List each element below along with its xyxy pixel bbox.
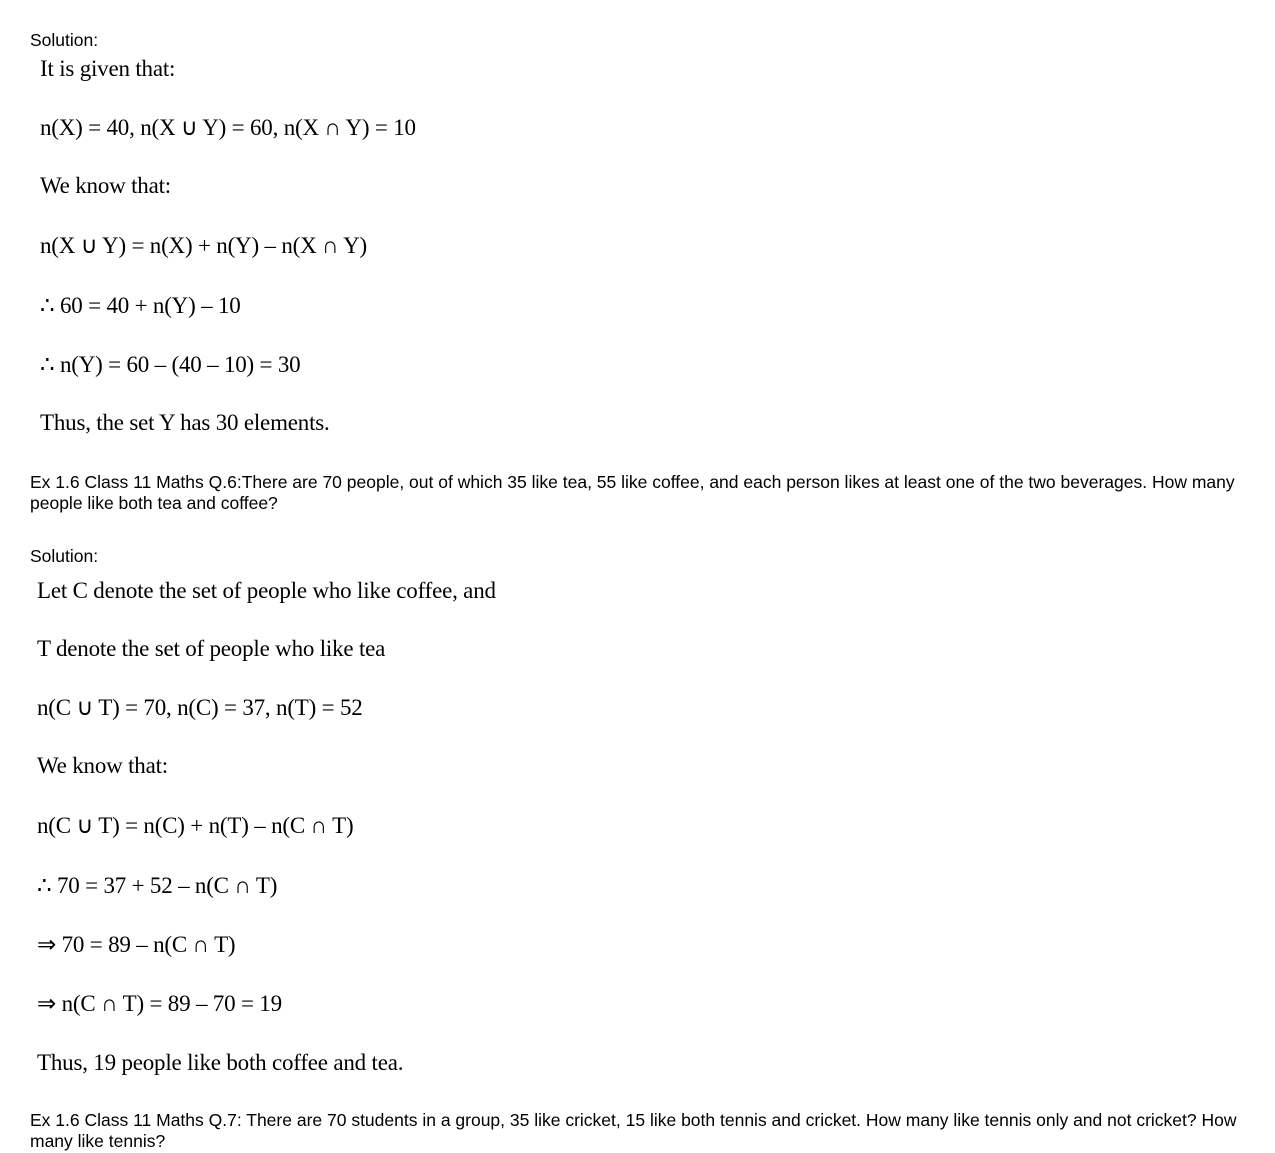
- solution-label: Solution:: [30, 30, 99, 50]
- solution-line: T denote the set of people who like tea: [37, 636, 386, 661]
- equation-line: ∴ 70 = 37 + 52 – n(C ∩ T): [37, 873, 278, 898]
- equation-line: ⇒ 70 = 89 – n(C ∩ T): [37, 932, 236, 957]
- equation-line: n(C ∪ T) = n(C) + n(T) – n(C ∩ T): [37, 813, 354, 838]
- conclusion-line: Thus, the set Y has 30 elements.: [40, 410, 330, 435]
- solution-line: We know that:: [40, 173, 171, 198]
- question-6-text: Ex 1.6 Class 11 Maths Q.6:There are 70 people, out of which 35 like tea, 55 like coffee, and each person likes at least one of the two beverages. How many people like both tea and coffee?: [30, 472, 1235, 513]
- equation-line: n(C ∪ T) = 70, n(C) = 37, n(T) = 52: [37, 695, 363, 720]
- solution-line: Let C denote the set of people who like coffee, and: [37, 578, 496, 603]
- question-7-text: Ex 1.6 Class 11 Maths Q.7: There are 70 students in a group, 35 like cricket, 15 like both tennis and cricket. How many like tennis only and not cricket? How many like tennis?: [30, 1110, 1237, 1151]
- equation-line: n(X ∪ Y) = n(X) + n(Y) – n(X ∩ Y): [40, 233, 368, 258]
- equation-line: ⇒ n(C ∩ T) = 89 – 70 = 19: [37, 991, 282, 1016]
- solution-line: We know that:: [37, 753, 168, 778]
- equation-line: ∴ 60 = 40 + n(Y) – 10: [40, 293, 241, 318]
- solution-label: Solution:: [30, 546, 99, 566]
- equation-line: n(X) = 40, n(X ∪ Y) = 60, n(X ∩ Y) = 10: [40, 115, 416, 140]
- equation-line: ∴ n(Y) = 60 – (40 – 10) = 30: [40, 352, 301, 377]
- solution-line: It is given that:: [40, 56, 176, 81]
- conclusion-line: Thus, 19 people like both coffee and tea.: [37, 1050, 404, 1075]
